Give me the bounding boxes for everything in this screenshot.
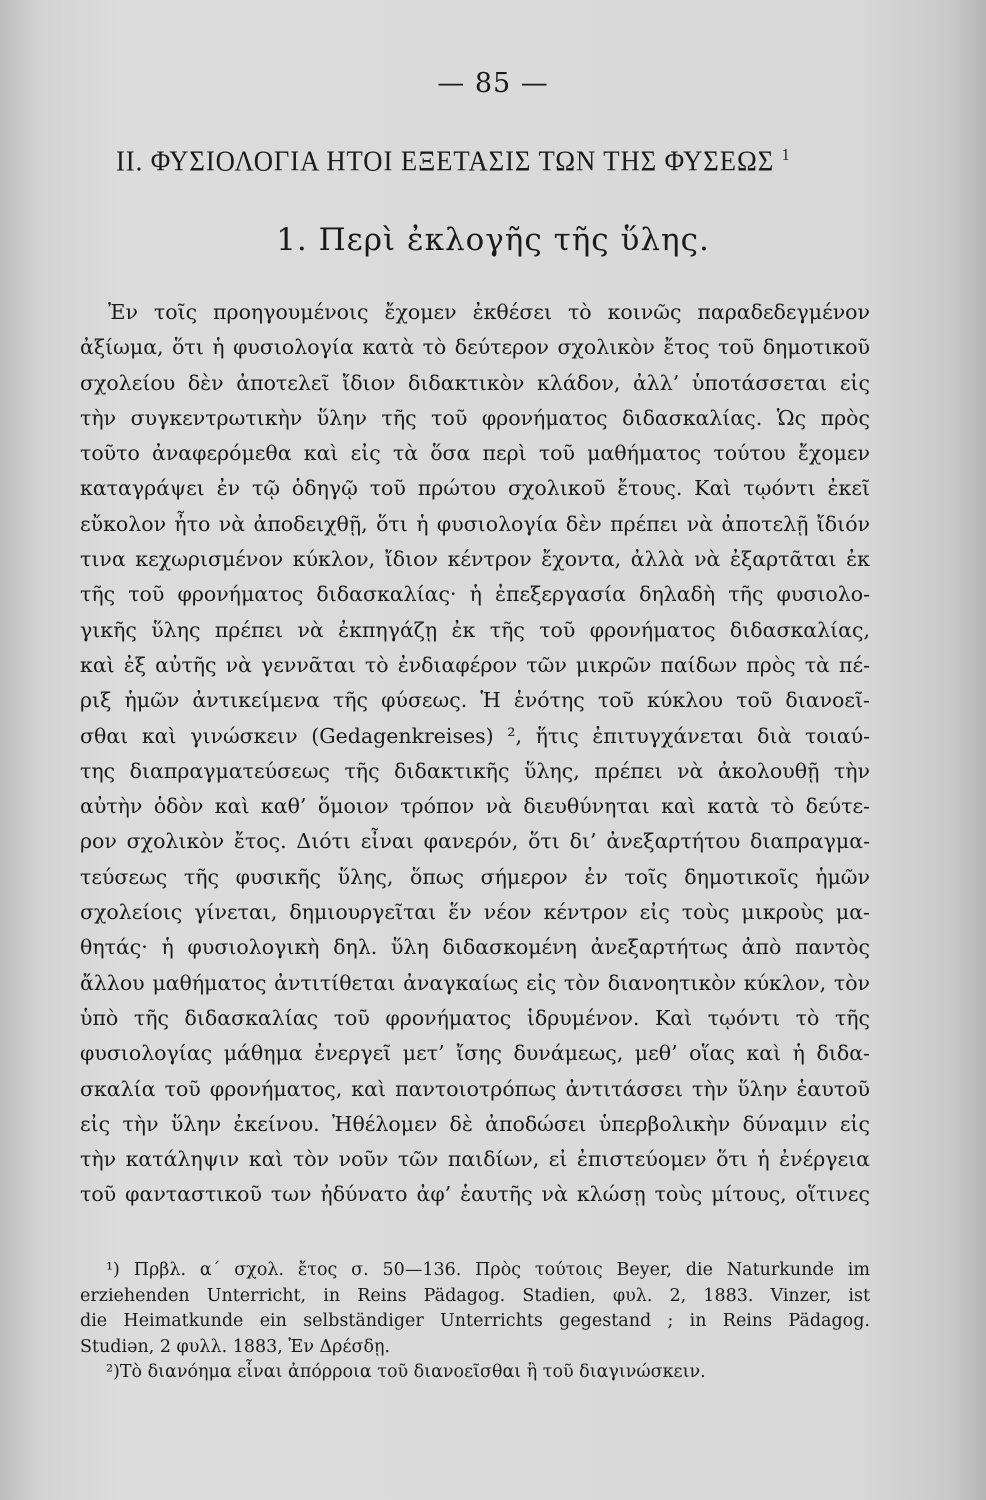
body-line: ἀξίωμα, ὅτι ἡ φυσιολογία κατὰ τὸ δεύτερον σχολικὸν ἔτος τοῦ δημοτικοῦ: [80, 335, 870, 360]
footnote-line: ²)Τὸ διανόημα εἶναι ἀπόρροια τοῦ διανοεῖσθαι ἢ τοῦ διαγινώσκειν.: [106, 1362, 706, 1382]
body-line: ρον σχολικὸν ἔτος. Διότι εἶναι φανερόν, ὅτι δι’ ἀνεξαρτήτου διαπραγμα-: [80, 829, 870, 854]
chapter-title: [116, 145, 834, 179]
footnote-line: ¹) Πρβλ. α΄ σχολ. ἔτος σ. 50—136. Πρὸς τούτοις Beyer, die Naturkunde im: [106, 1260, 870, 1280]
body-line: τὴν κατάληψιν καὶ τὸν νοῦν τῶν παιδίων, εἰ ἐπιστεύομεν ὅτι ἡ ἐνέργεια: [80, 1147, 870, 1172]
body-line: καταγράψει ἐν τῷ ὁδηγῷ τοῦ πρώτου σχολικοῦ ἔτους. Καὶ τῳόντι ἐκεῖ: [80, 476, 870, 501]
body-text: [80, 295, 870, 1213]
body-line: εἰς τὴν ὕλην ἐκείνου. Ἠθέλομεν δὲ ἀποδώσει ὑπερβολικὴν δύναμιν εἰς: [80, 1111, 870, 1136]
body-line: γικῆς ὕλης πρέπει νὰ ἐκπηγάζῃ ἐκ τῆς τοῦ φρονήματος διδασκαλίας,: [80, 617, 870, 642]
body-line: σχολείοις γίνεται, δημιουργεῖται ἕν νέον κέντρον εἰς τοὺς μικροὺς μα-: [80, 900, 870, 925]
body-line: της διαπραγματεύσεως τῆς διδακτικῆς ὕλης, πρέπει νὰ ἀκολουθῇ τὴν: [80, 758, 870, 783]
body-line: τὴν συγκεντρωτικὴν ὕλην τῆς τοῦ φρονήματος διδασκαλίας. Ὡς πρὸς: [80, 405, 870, 430]
section-title: 1. Περὶ ἐκλογῆς τῆς ὕλης.: [276, 222, 710, 258]
body-line: θητάς· ἡ φυσιολογικὴ δηλ. ὕλη διδασκομένη ἀνεξαρτήτως ἀπὸ παντὸς: [80, 935, 870, 960]
body-line: ἄλλου μαθήματος ἀντιτίθεται ἀναγκαίως εἰς τὸν διανοητικὸν κύκλον, τὸν: [80, 970, 870, 995]
body-line: ὑπὸ τῆς διδασκαλίας τοῦ φρονήματος ἱδρυμένον. Καὶ τῳόντι τὸ τῆς: [80, 1005, 870, 1030]
body-line: ριξ ἡμῶν ἀντικείμενα τῆς φύσεως. Ἡ ἑνότης τοῦ κύκλου τοῦ διανοεῖ-: [80, 688, 870, 713]
body-line: σχολείου δὲν ἀποτελεῖ ἴδιον διδακτικὸν κλάδον, ἀλλ’ ὑποτάσσεται εἰς: [80, 370, 870, 395]
body-line: αὐτὴν ὁδὸν καὶ καθ’ ὅμοιον τρόπον νὰ διευθύνηται καὶ κατὰ τὸ δεύτε-: [80, 794, 870, 819]
body-line: φυσιολογίας μάθημα ἐνεργεῖ μετ’ ἴσης δυνάμεως, μεθ’ οἵας καὶ ἡ διδα-: [80, 1041, 870, 1066]
body-line: καὶ ἐξ αὐτῆς νὰ γεννᾶται τὸ ἐνδιαφέρον τῶν μικρῶν παίδων πρὸς τὰ πέ-: [80, 652, 870, 677]
body-line: τῆς τοῦ φρονήματος διδασκαλίας· ἡ ἐπεξεργασία δηλαδὴ τῆς φυσιολο-: [80, 582, 870, 607]
body-line: τοῦ φανταστικοῦ των ἠδύνατο ἀφ’ ἑαυτῆς νὰ κλώσῃ τοὺς μίτους, οἵτινες: [80, 1182, 870, 1207]
body-line: τοῦτο ἀναφερόμεθα καὶ εἰς τὰ ὅσα περὶ τοῦ μαθήματος τούτου ἔχομεν: [80, 441, 870, 466]
body-line: σθαι καὶ γινώσκειν (Gedagenkreises) ², ἥτις ἐπιτυγχάνεται διὰ τοιαύ-: [80, 723, 870, 748]
body-line: εὔκολον ἦτο νὰ ἀποδειχθῇ, ὅτι ἡ φυσιολογία δὲν πρέπει νὰ ἀποτελῇ ἴδιόν: [80, 511, 870, 536]
body-line: τεύσεως τῆς φυσικῆς ὕλης, ὅπως σήμερον ἐν τοῖς δημοτικοῖς ἡμῶν: [80, 864, 870, 889]
footnote-line: die Heimatkunde ein selbständiger Unterrichts gegestand ; in Reins Pädagog.: [80, 1311, 870, 1331]
footnote-line: erziehenden Unterricht, in Reins Pädagog. Stadien, φυλ. 2, 1883. Vinzer, ist: [80, 1285, 870, 1306]
chapter-footnote-ref: 1: [781, 145, 791, 164]
body-line: τινα κεχωρισμένον κύκλον, ἴδιον κέντρον ἔχοντα, ἀλλὰ νὰ ἐξαρτᾶται ἐκ: [80, 547, 870, 572]
chapter-title-text: II. ΦΥΣΙΟΛΟΓΙΑ ΗΤΟΙ ΕΞΕΤΑΣΙΣ ΤΩΝ ΤΗΣ ΦΥΣΕΩΣ: [116, 145, 775, 178]
footnote-line: Studiən, 2 φυλλ. 1883, Ἐν Δρέσδῃ.: [80, 1336, 391, 1357]
body-line: σκαλία τοῦ φρονήματος, καὶ παντοιοτρόπως ἀντιτάσσει τὴν ὕλην ἑαυτοῦ: [80, 1076, 870, 1101]
body-line: Ἐν τοῖς προηγουμένοις ἔχομεν ἐκθέσει τὸ κοινῶς παραδεδεγμένον: [108, 300, 870, 324]
page-number: — 85 —: [437, 68, 549, 99]
footnotes: [80, 1258, 870, 1386]
